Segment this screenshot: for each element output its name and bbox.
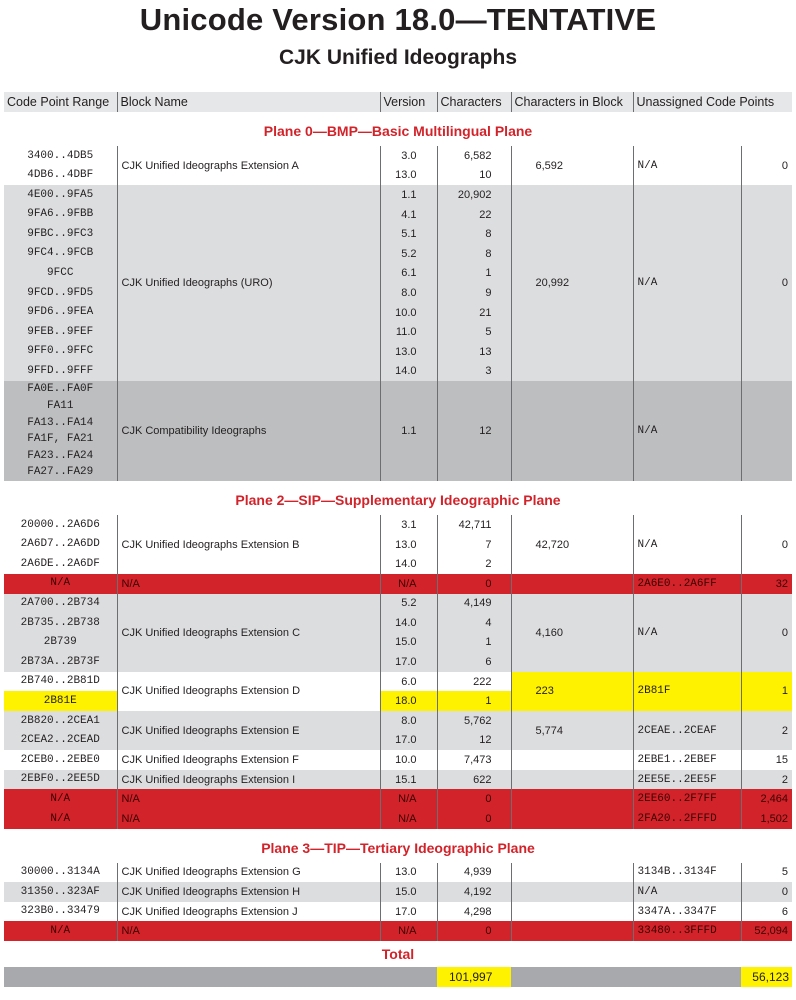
code-point-range-cell [4, 224, 117, 244]
code-point-range-cell [4, 902, 117, 922]
code-point-range: N/A [50, 924, 71, 937]
unassigned-count: 52,094 [741, 921, 792, 941]
characters: 622 [437, 770, 511, 790]
code-point-range-cell [4, 515, 117, 535]
code-point-range: 2CEB0..2EBE0 [20, 753, 100, 766]
unassigned-range: 2FA20..2FFFD [633, 809, 741, 829]
table-row [4, 921, 792, 941]
unassigned-range: N/A [633, 515, 741, 574]
unassigned-count: 0 [741, 882, 792, 902]
code-point-range-cell [4, 264, 117, 284]
table-row [4, 381, 792, 481]
characters-in-block [511, 574, 633, 594]
code-point-range-cell [4, 809, 117, 829]
characters-in-block: 20,992 [511, 185, 633, 381]
unassigned-range: 3134B..3134F [633, 863, 741, 883]
characters: 21 [437, 303, 511, 323]
characters: 4,149 [437, 594, 511, 614]
characters: 12 [437, 381, 511, 481]
total-unassigned: 56,123 [741, 967, 792, 987]
version: 15.1 [380, 770, 437, 790]
block-name: N/A [117, 789, 380, 809]
code-point-range: FA27..FA29 [27, 466, 94, 479]
code-point-range-cell [4, 672, 117, 692]
total-row [4, 967, 792, 987]
block-name: CJK Unified Ideographs Extension H [117, 882, 380, 902]
table-row [4, 863, 792, 883]
characters: 0 [437, 789, 511, 809]
characters-in-block: 42,720 [511, 515, 633, 574]
code-point-range: 9FC4..9FCB [27, 247, 94, 260]
total-heading: Total [381, 946, 415, 962]
code-point-range-cell [4, 652, 117, 672]
version: 3.1 [380, 515, 437, 535]
cjk-table [4, 92, 792, 987]
version: 3.0 [380, 146, 437, 166]
characters-in-block: 4,160 [511, 594, 633, 672]
version: 11.0 [380, 322, 437, 342]
characters-in-block [511, 809, 633, 829]
characters: 4,192 [437, 882, 511, 902]
plane-heading: Plane 2—SIP—Supplementary Ideographic Plane [235, 492, 561, 509]
code-point-range-cell [4, 146, 117, 166]
version: 14.0 [380, 613, 437, 633]
code-point-range-cell [4, 185, 117, 205]
table-row [4, 770, 792, 790]
block-name: CJK Unified Ideographs Extension G [117, 863, 380, 883]
characters: 4 [437, 613, 511, 633]
unassigned-count: 15 [741, 750, 792, 770]
code-point-range: FA0E..FA0F [27, 383, 94, 396]
unassigned-count: 0 [741, 146, 792, 185]
version: 17.0 [380, 652, 437, 672]
characters: 0 [437, 574, 511, 594]
characters: 0 [437, 921, 511, 941]
characters-in-block [511, 882, 633, 902]
unassigned-range: N/A [633, 594, 741, 672]
characters: 1 [437, 264, 511, 284]
header-code-point-range: Code Point Range [4, 92, 117, 112]
unassigned-range: 2EBE1..2EBEF [633, 750, 741, 770]
code-point-range: 4DB6..4DBF [27, 169, 94, 182]
code-point-range-cell [4, 594, 117, 614]
block-name: CJK Unified Ideographs Extension D [117, 672, 380, 711]
characters: 8 [437, 244, 511, 264]
characters-in-block [511, 381, 633, 481]
code-point-range: 2B73A..2B73F [20, 655, 100, 668]
characters-in-block: 223 [511, 672, 633, 711]
unassigned-count: 1 [741, 672, 792, 711]
header-row [4, 92, 792, 112]
characters: 1 [437, 633, 511, 653]
header-characters-in-block: Characters in Block [511, 92, 633, 112]
block-name: CJK Unified Ideographs Extension F [117, 750, 380, 770]
characters-in-block [511, 902, 633, 922]
version: 5.2 [380, 594, 437, 614]
characters: 10 [437, 166, 511, 186]
characters: 22 [437, 205, 511, 225]
table-row [4, 711, 792, 731]
unassigned-range: 2EE60..2F7FF [633, 789, 741, 809]
code-point-range-cell [4, 789, 117, 809]
code-point-range-cell [4, 381, 117, 481]
characters: 7 [437, 535, 511, 555]
unassigned-range: N/A [633, 381, 741, 481]
characters: 4,939 [437, 863, 511, 883]
table-row [4, 185, 792, 205]
version: N/A [380, 921, 437, 941]
code-point-range: 3400..4DB5 [27, 149, 94, 162]
characters: 9 [437, 283, 511, 303]
code-point-range: 30000..3134A [20, 866, 100, 879]
characters: 2 [437, 554, 511, 574]
code-point-range: 20000..2A6D6 [20, 518, 100, 531]
code-point-range-cell [4, 731, 117, 751]
characters: 4,298 [437, 902, 511, 922]
version: 13.0 [380, 535, 437, 555]
header-unassigned-code-points: Unassigned Code Points [633, 92, 792, 112]
plane-heading-row [4, 829, 792, 863]
code-point-range: 9FF0..9FFC [27, 345, 94, 358]
unassigned-range: N/A [633, 146, 741, 185]
code-point-range: 2CEA2..2CEAD [20, 734, 100, 747]
characters: 42,711 [437, 515, 511, 535]
plane-heading-row [4, 112, 792, 146]
block-name: CJK Compatibility Ideographs [117, 381, 380, 481]
code-point-range: FA11 [47, 399, 74, 412]
unassigned-count: 6 [741, 902, 792, 922]
unassigned-range: 2B81F [633, 672, 741, 711]
block-name: N/A [117, 921, 380, 941]
version: 4.1 [380, 205, 437, 225]
code-point-range: N/A [50, 577, 71, 590]
code-point-range-cell [4, 711, 117, 731]
characters: 1 [437, 691, 511, 711]
table-row [4, 594, 792, 614]
code-point-range: 2A6D7..2A6DD [20, 538, 100, 551]
code-point-range-cell [4, 205, 117, 225]
version: 6.0 [380, 672, 437, 692]
code-point-range: 323B0..33479 [20, 905, 100, 918]
table-row [4, 146, 792, 166]
block-name: CJK Unified Ideographs Extension B [117, 515, 380, 574]
unassigned-count: 0 [741, 515, 792, 574]
code-point-range-cell [4, 554, 117, 574]
table-row [4, 750, 792, 770]
table-row [4, 882, 792, 902]
version: 1.1 [380, 381, 437, 481]
code-point-range: N/A [50, 792, 71, 805]
characters-in-block [511, 770, 633, 790]
total-spacer [511, 967, 741, 987]
code-point-range-cell [4, 574, 117, 594]
version: 13.0 [380, 166, 437, 186]
total-spacer [4, 967, 437, 987]
characters: 5 [437, 322, 511, 342]
code-point-range-cell [4, 691, 117, 711]
code-point-range: 2B735..2B738 [20, 616, 100, 629]
version: 14.0 [380, 554, 437, 574]
version: 10.0 [380, 750, 437, 770]
block-name: CJK Unified Ideographs (URO) [117, 185, 380, 381]
unassigned-range: 2A6E0..2A6FF [633, 574, 741, 594]
table-row [4, 809, 792, 829]
total-characters: 101,997 [437, 967, 511, 987]
unassigned-count: 0 [741, 594, 792, 672]
block-name: CJK Unified Ideographs Extension E [117, 711, 380, 750]
characters: 7,473 [437, 750, 511, 770]
version: 15.0 [380, 633, 437, 653]
unassigned-range: N/A [633, 882, 741, 902]
version: 15.0 [380, 882, 437, 902]
unassigned-count: 5 [741, 863, 792, 883]
characters: 8 [437, 224, 511, 244]
code-point-range: 4E00..9FA5 [27, 188, 94, 201]
characters-in-block: 5,774 [511, 711, 633, 750]
version: 1.1 [380, 185, 437, 205]
version: 13.0 [380, 342, 437, 362]
header-version: Version [380, 92, 437, 112]
block-name: CJK Unified Ideographs Extension C [117, 594, 380, 672]
code-point-range: 2EBF0..2EE5D [20, 773, 100, 786]
version: 5.2 [380, 244, 437, 264]
code-point-range: 2B820..2CEA1 [20, 714, 100, 727]
code-point-range: 2B739 [43, 636, 77, 649]
version: 13.0 [380, 863, 437, 883]
unassigned-range: N/A [633, 185, 741, 381]
code-point-range-cell [4, 863, 117, 883]
document-subtitle: CJK Unified Ideographs [278, 46, 518, 69]
code-point-range: 2B740..2B81D [20, 675, 100, 688]
version: 14.0 [380, 362, 437, 382]
plane-heading: Plane 3—TIP—Tertiary Ideographic Plane [261, 839, 535, 856]
code-point-range-cell [4, 303, 117, 323]
unassigned-range: 3347A..3347F [633, 902, 741, 922]
document-title: Unicode Version 18.0—TENTATIVE [139, 2, 657, 37]
table-row [4, 902, 792, 922]
unassigned-count: 2 [741, 770, 792, 790]
block-name: CJK Unified Ideographs Extension I [117, 770, 380, 790]
unassigned-count [741, 381, 792, 481]
code-point-range-cell [4, 613, 117, 633]
code-point-range: 2A700..2B734 [20, 597, 100, 609]
unassigned-range: 2EE5E..2EE5F [633, 770, 741, 790]
version: 17.0 [380, 902, 437, 922]
version: 17.0 [380, 731, 437, 751]
code-point-range-cell [4, 322, 117, 342]
code-point-range: 9FFD..9FFF [27, 365, 94, 378]
code-point-range: 9FBC..9FC3 [27, 227, 94, 240]
code-point-range: 2B81E [43, 694, 77, 707]
version: 8.0 [380, 711, 437, 731]
version: 8.0 [380, 283, 437, 303]
code-point-range: 9FCD..9FD5 [27, 286, 94, 299]
plane-heading: Plane 0—BMP—Basic Multilingual Plane [263, 123, 533, 139]
characters: 6 [437, 652, 511, 672]
unassigned-count: 32 [741, 574, 792, 594]
characters-in-block: 6,592 [511, 146, 633, 185]
block-name: N/A [117, 574, 380, 594]
code-point-range-cell [4, 921, 117, 941]
unassigned-range: 2CEAE..2CEAF [633, 711, 741, 750]
code-point-range-cell [4, 633, 117, 653]
code-point-range: 2A6DE..2A6DF [20, 557, 100, 570]
code-point-range: 9FA6..9FBB [27, 208, 94, 221]
version: N/A [380, 574, 437, 594]
unassigned-count: 0 [741, 185, 792, 381]
code-point-range-cell [4, 882, 117, 902]
block-name: CJK Unified Ideographs Extension J [117, 902, 380, 922]
characters: 20,902 [437, 185, 511, 205]
block-name: CJK Unified Ideographs Extension A [117, 146, 380, 185]
code-point-range-cell [4, 166, 117, 186]
table-row [4, 515, 792, 535]
header-characters: Characters [437, 92, 511, 112]
code-point-range-cell [4, 244, 117, 264]
table-row [4, 789, 792, 809]
characters-in-block [511, 863, 633, 883]
unassigned-count: 1,502 [741, 809, 792, 829]
version: N/A [380, 809, 437, 829]
plane-heading-row [4, 481, 792, 515]
code-point-range: FA1F, FA21 [27, 433, 94, 446]
characters: 222 [437, 672, 511, 692]
version: 10.0 [380, 303, 437, 323]
header-block-name: Block Name [117, 92, 380, 112]
code-point-range: N/A [50, 812, 71, 825]
unassigned-count: 2 [741, 711, 792, 750]
characters: 3 [437, 362, 511, 382]
characters: 0 [437, 809, 511, 829]
characters-in-block [511, 750, 633, 770]
unassigned-range: 33480..3FFFD [633, 921, 741, 941]
code-point-range: FA13..FA14 [27, 416, 94, 429]
code-point-range: 31350..323AF [20, 885, 100, 898]
table-row [4, 672, 792, 692]
code-point-range-cell [4, 342, 117, 362]
code-point-range-cell [4, 535, 117, 555]
code-point-range-cell [4, 362, 117, 382]
characters: 6,582 [437, 146, 511, 166]
version: 6.1 [380, 264, 437, 284]
version: 5.1 [380, 224, 437, 244]
version: 18.0 [380, 691, 437, 711]
characters-in-block [511, 789, 633, 809]
characters-in-block [511, 921, 633, 941]
total-heading-row [4, 941, 792, 967]
code-point-range: 9FEB..9FEF [27, 325, 94, 338]
code-point-range: FA23..FA24 [27, 449, 94, 462]
characters: 13 [437, 342, 511, 362]
characters: 12 [437, 731, 511, 751]
block-name: N/A [117, 809, 380, 829]
code-point-range: 9FD6..9FEA [27, 306, 94, 319]
table-row [4, 574, 792, 594]
code-point-range: 9FCC [47, 267, 74, 280]
code-point-range-cell [4, 770, 117, 790]
unassigned-count: 2,464 [741, 789, 792, 809]
code-point-range-cell [4, 750, 117, 770]
code-point-range-cell [4, 283, 117, 303]
characters: 5,762 [437, 711, 511, 731]
version: N/A [380, 789, 437, 809]
